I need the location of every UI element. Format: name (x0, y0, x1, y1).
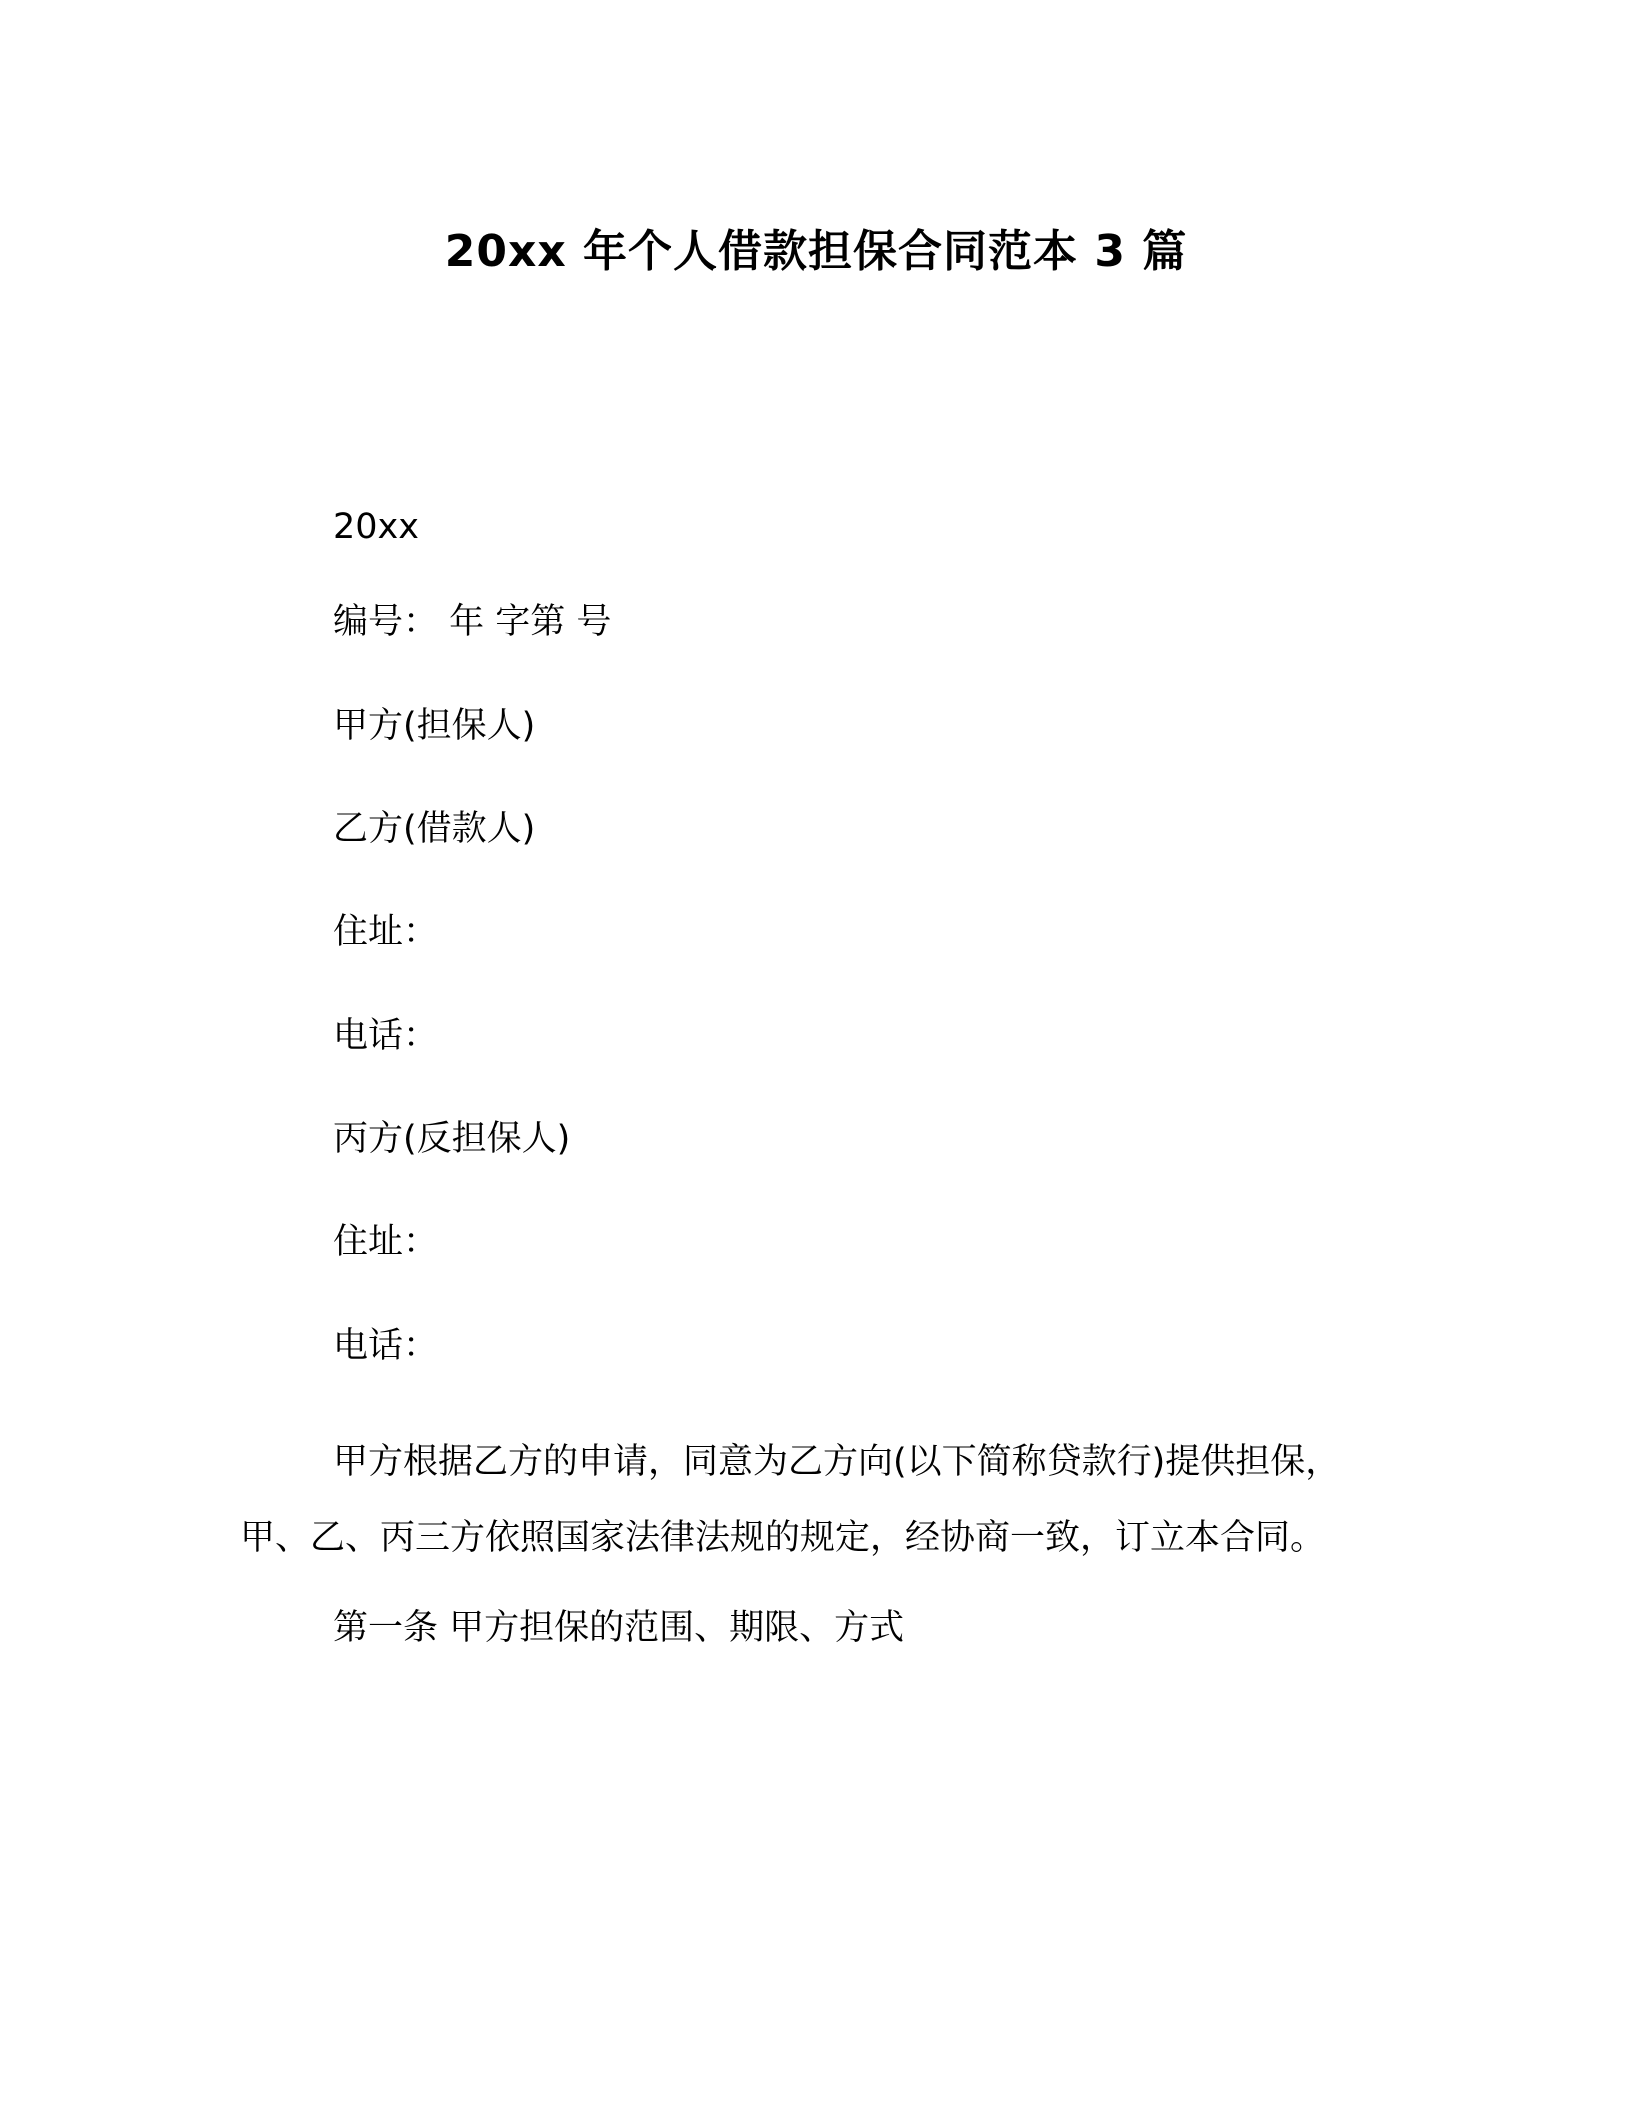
intro-paragraph (240, 1424, 1410, 1576)
article-1-heading: 第一条 甲方担保的范围、期限、方式 (333, 1608, 905, 1648)
contract-number-line: 编号： 年 字第 号 (333, 602, 612, 642)
phone-line-1: 电话： (333, 1016, 439, 1056)
phone-line-2: 电话： (333, 1326, 439, 1366)
intro-paragraph-line-1: 甲方根据乙方的申请，同意为乙方向(以下简称贷款行)提供担保， (333, 1442, 1341, 1482)
year-line: 20xx (333, 507, 419, 547)
address-line-1: 住址： (333, 912, 439, 952)
address-line-2: 住址： (333, 1222, 439, 1262)
party-a-guarantor-line: 甲方(担保人) (333, 706, 536, 746)
document-title: 20xx 年个人借款担保合同范本 3 篇 (444, 226, 1188, 277)
party-c-counter-guarantor-line: 丙方(反担保人) (333, 1119, 571, 1159)
intro-paragraph-line-2: 甲、乙、丙三方依照国家法律法规的规定，经协商一致，订立本合同。 (240, 1518, 1326, 1558)
party-b-borrower-line: 乙方(借款人) (333, 809, 536, 849)
